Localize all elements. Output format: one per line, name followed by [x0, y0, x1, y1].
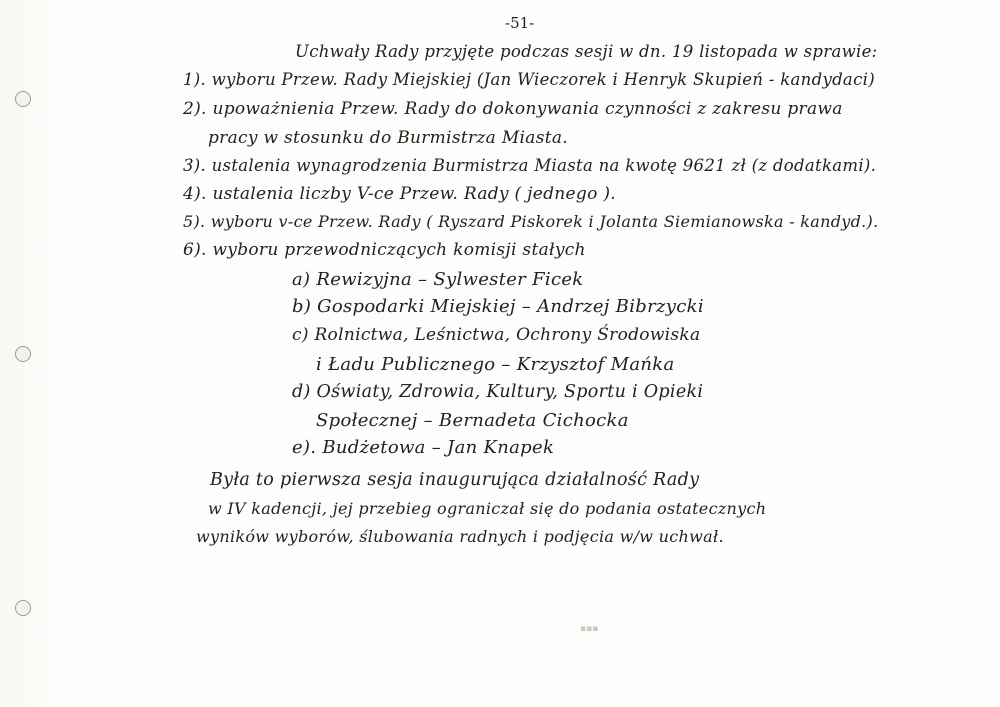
text-line: 5). wyboru v-ce Przew. Rady ( Ryszard Piskorek i Jolanta Siemianowska - kandyd.).	[183, 212, 879, 231]
text-line: b) Gospodarki Miejskiej – Andrzej Bibrzycki	[292, 296, 704, 317]
faint-stamp-mark: ▪▪▪	[580, 624, 599, 634]
text-line: pracy w stosunku do Burmistrza Miasta.	[208, 128, 568, 148]
page-number: -51-	[505, 14, 535, 32]
text-line: e). Budżetowa – Jan Knapek	[292, 437, 555, 458]
text-line: 6). wyboru przewodniczących komisji stałych	[183, 240, 586, 260]
binder-hole	[15, 600, 31, 616]
text-line: i Ładu Publicznego – Krzysztof Mańka	[316, 354, 675, 375]
binder-hole	[15, 346, 31, 362]
binder-hole	[15, 91, 31, 107]
text-line: wyników wyborów, ślubowania radnych i podjęcia w/w uchwał.	[196, 527, 724, 546]
text-line: Była to pierwsza sesja inaugurująca działalność Rady	[210, 470, 700, 490]
text-line: 2). upoważnienia Przew. Rady do dokonywania czynności z zakresu prawa	[183, 99, 843, 119]
text-line: Uchwały Rady przyjęte podczas sesji w dn. 19 listopada w sprawie:	[295, 42, 878, 61]
text-line: c) Rolnictwa, Leśnictwa, Ochrony Środowiska	[292, 325, 701, 345]
text-line: 4). ustalenia liczby V-ce Przew. Rady ( jednego ).	[183, 184, 616, 204]
text-line: Społecznej – Bernadeta Cichocka	[316, 410, 629, 431]
text-line: d) Oświaty, Zdrowia, Kultury, Sportu i Opieki	[292, 382, 704, 402]
text-line: 3). ustalenia wynagrodzenia Burmistrza Miasta na kwotę 9621 zł (z dodatkami).	[183, 156, 877, 175]
text-line: 1). wyboru Przew. Rady Miejskiej (Jan Wieczorek i Henryk Skupień - kandydaci)	[183, 70, 875, 89]
text-line: a) Rewizyjna – Sylwester Ficek	[292, 269, 584, 290]
text-line: w IV kadencji, jej przebieg ograniczał się do podania ostatecznych	[208, 499, 767, 518]
